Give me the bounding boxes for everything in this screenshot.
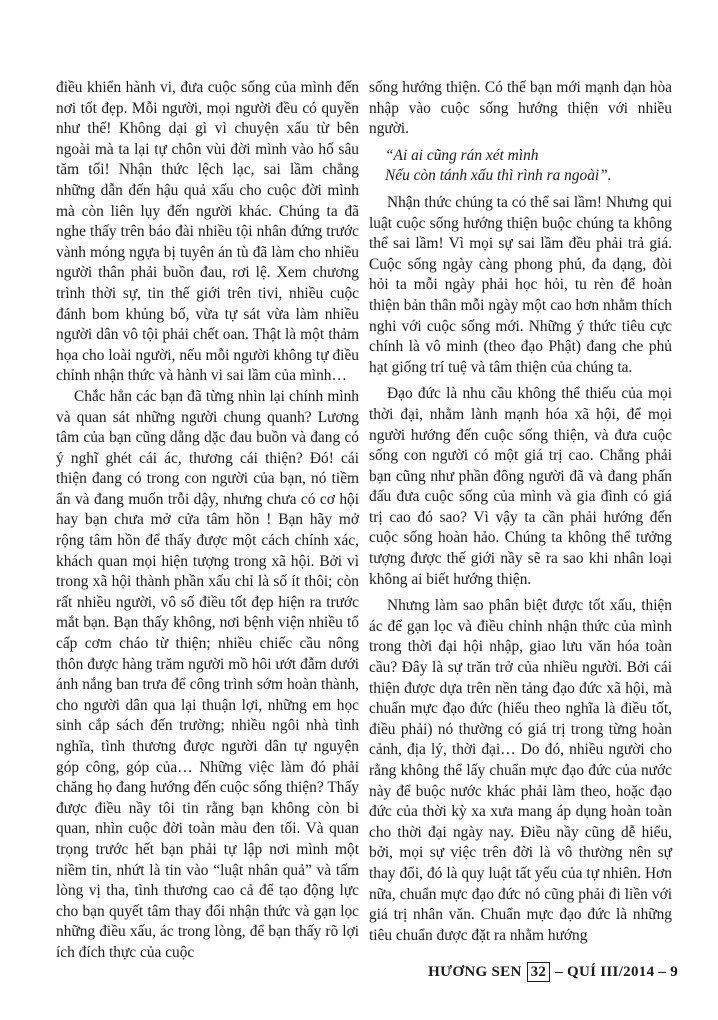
- poem-line: Nếu còn tánh xấu thì rình ra ngoài”.: [385, 167, 612, 185]
- left-column: [56, 78, 359, 964]
- magazine-name: HƯƠNG SEN: [428, 963, 522, 980]
- issue-number: 32: [527, 962, 551, 982]
- right-column: [369, 78, 672, 946]
- body-paragraph: Nhưng làm sao phân biệt được tốt xấu, thiện ác để gạn lọc và điều chỉnh nhận thức của mình trong thời đại hội nhập, giao lưu văn hóa toàn cầu? Đây là sự trăn trở của nhiều người. Bởi cái thiện được dựa trên nền tảng đạo đức xã hội, mà chuẩn mực đạo đức (hiểu theo nghĩa là điều tốt, điều phải) nó thường có giá trị trong từng hoàn cảnh, địa lý, thời đại… Do đó, nhiều người cho rằng không thể lấy chuẩn mực đạo đức của nước này để buộc nước khác phải làm theo, hoặc đạo đức của thời kỳ xa xưa mang áp dụng hoàn toàn cho thời đại ngày nay. Điều nầy cũng dễ hiểu, bởi, mọi sự việc trên đời là vô thường nên sự thay đổi, đó là quy luật tất yếu của tự nhiên. Hơn nữa, chuẩn mực đạo đức nó cũng phải đi liền với giá trị nhân văn. Chuẩn mực đạo đức là những tiêu chuẩn được đặt ra nhằm hướng: [369, 597, 672, 944]
- issue-label: QUÍ III/2014: [567, 963, 655, 980]
- body-paragraph: Nhận thức chúng ta có thể sai lầm! Nhưng qui luật cuộc sống hướng thiện buộc chúng ta không thể sai lầm! Vì mọi sự sai lầm đều phải trả giá. Cuộc sống ngày càng phong phú, đa dạng, đòi hỏi ta mỗi ngày phải học hỏi, tu rèn để hoàn thiện bản thân mỗi ngày một cao hơn nhằm thích nghi với cuộc sống mới. Những ý thức tiêu cực chính là vô minh (theo đạo Phật) đang che phủ hạt giống trí tuệ và tâm thiện của chúng ta.: [369, 193, 672, 376]
- body-paragraph: sống hướng thiện. Có thế bạn mới mạnh dạn hòa nhập vào cuộc sống hướng thiện với nhiều người.: [369, 79, 672, 138]
- page-number: 9: [670, 963, 678, 980]
- poem-line: “Ai ai cũng rán xét mình: [385, 146, 539, 164]
- page-footer: [428, 962, 682, 982]
- footer-dash: –: [658, 963, 667, 980]
- body-paragraph: điều khiển hành vi, đưa cuộc sống của mình đến nơi tốt đẹp. Mỗi người, mọi người đều có quyền như thế! Không dại gì vì chuyện xấu từ bên ngoài mà ta lại tự chôn vùi đời mình vào hố sâu tăm tối! Nhận thức lệch lạc, sai lầm chẳng những dẫn đến hậu quả xấu cho cuộc đời mình mà còn liên lụy đến người khác. Chúng ta đã nghe thấy trên báo đài nhiều tội nhân đứng trước vành móng ngựa bị tuyên án tù đã làm cho nhiều người thân phải buồn đau, rơi lệ. Xem chương trình thời sự, tin thế giới trên tivi, nhiều cuộc đánh bom khủng bố, vừa tự sát vừa làm nhiều người dân vô tội phải chết oan. Thật là một thảm họa cho loài người, nếu mỗi người không tự điều chỉnh nhận thức và hành vi sai lầm của mình…: [56, 79, 359, 385]
- body-paragraph: Chắc hẳn các bạn đã từng nhìn lại chính mình và quan sát những người chung quanh? Lương tâm của bạn cũng dằng dặc đau buồn và đang có ý nghĩ ghét cái ác, thương cái thiện? Đó! cái thiện đang có trong con người của bạn, nó tiềm ẩn và đang muốn trỗi dậy, nhưng chưa có cơ hội hay bạn chưa mở cửa tâm hồn ! Bạn hãy mở rộng tâm hồn để thấy được một cách chính xác, khách quan mọi hiện tượng trong xã hội. Bởi vì trong xã hội thành phần xấu chỉ là số ít thôi; còn rất nhiều người, vô số điều tốt đẹp hiện ra trước mắt bạn. Bạn thấy không, nơi bệnh viện nhiều tổ cấp cơm cháo từ thiện; nhiều chiếc cầu nông thôn được hàng trăm người mồ hôi ướt đẫm dưới ánh nắng ban trưa để công trình sớm hoàn thành, cho người dân qua lại thuận lợi, những em học sinh cắp sách đến trường; nhiều ngôi nhà tình nghĩa, tình thương được người dân tự nguyện góp công, góp của… Những việc làm đó phải chăng họ đang hướng đến cuộc sống thiện? Thấy được điều nầy tôi tin rằng bạn không còn bi quan, nhìn cuộc đời toàn màu đen tối. Và quan trọng trước hết bạn phải tự lập nơi mình một niềm tin, nhứt là tin vào “luật nhân quả” và tấm lòng vị tha, tình thương cao cả để tạo động lực cho bạn quyết tâm thay đổi nhận thức và gạn lọc những điều xấu, ác trong lòng, để bạn thấy rõ lợi ích đích thực của cuộc: [56, 387, 359, 961]
- body-paragraph: Đạo đức là nhu cầu không thể thiếu của mọi thời đại, nhằm lành mạnh hóa xã hội, để mọi người hướng đến cuộc sống thiện, và đưa cuộc sống con người có một giá trị cao. Chẳng phải bạn cũng như phần đông người đã và đang phấn đấu đưa cuộc sống của mình và gia đình có giá trị cao đó sao? Vì vậy ta cần phải hướng đến cuộc sống hoàn hảo. Chúng ta không thể tưởng tượng được thế giới nầy sẽ ra sao khi nhân loại không ai biết hướng thiện.: [369, 385, 672, 588]
- footer-dash: –: [555, 963, 563, 980]
